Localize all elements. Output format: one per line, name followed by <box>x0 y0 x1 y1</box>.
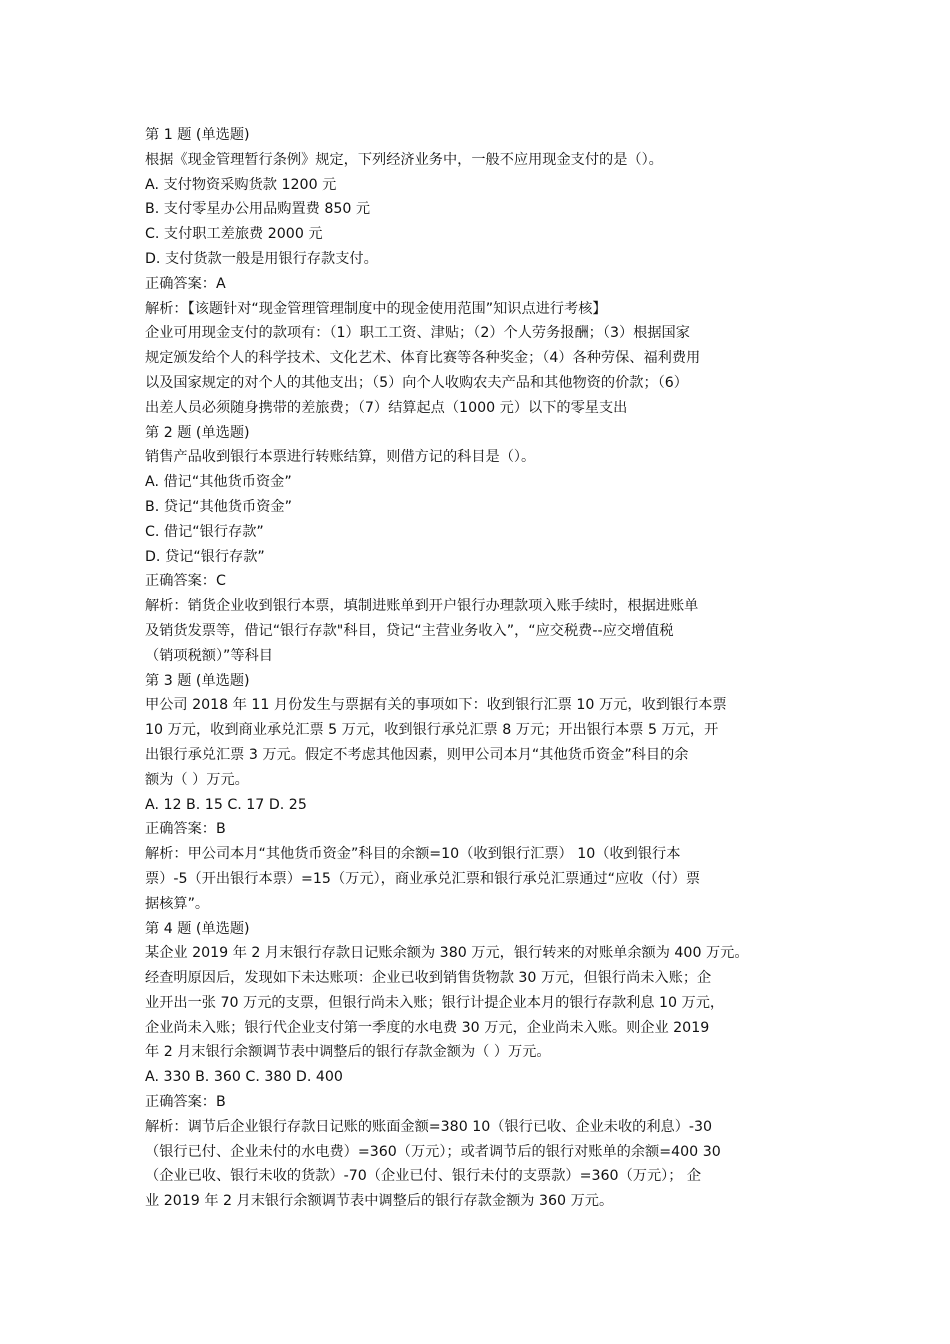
analysis-line: 以及国家规定的对个人的其他支出；（5）向个人收购农夫产品和其他物资的价款；（6） <box>145 374 688 391</box>
question-stem-line: 年 2 月末银行余额调节表中调整后的银行存款金额为（ ）万元。 <box>145 1044 551 1061</box>
analysis-line: 解析：调节后企业银行存款日记账的账面金额=380 10（银行已收、企业未收的利息）-30 <box>145 1118 713 1135</box>
analysis-line: （银行已付、企业未付的水电费）=360（万元）；或者调节后的银行对账单的余额=400 30 <box>145 1143 721 1160</box>
question-option: D. 贷记“银行存款” <box>145 548 265 565</box>
question-option: D. 支付货款一般是用银行存款支付。 <box>145 250 378 267</box>
question-header: 第 4 题 (单选题) <box>145 920 250 937</box>
question-stem-line: 根据《现金管理暂行条例》规定，下列经济业务中，一般不应用现金支付的是（）。 <box>145 151 663 168</box>
document-body <box>145 123 815 1214</box>
answer-line: 正确答案：B <box>145 821 226 838</box>
analysis-line: 规定颁发给个人的科学技术、文化艺术、体育比赛等各种奖金；（4）各种劳保、福利费用 <box>145 350 701 367</box>
question-stem-line: 企业尚未入账；银行代企业支付第一季度的水电费 30 万元，企业尚未入账。则企业 2019 <box>145 1019 710 1036</box>
analysis-line: 企业可用现金支付的款项有：（1）职工工资、津贴；（2）个人劳务报酬；（3）根据国家 <box>145 325 690 342</box>
question-stem-line: 某企业 2019 年 2 月末银行存款日记账余额为 380 万元，银行转来的对账单余额为 400 万元。 <box>145 945 749 962</box>
question-block <box>145 421 815 669</box>
analysis-line: （销项税额）”等科目 <box>145 647 273 664</box>
analysis-line: 解析：【该题针对“现金管理管理制度中的现金使用范围”知识点进行考核】 <box>145 300 607 317</box>
analysis-line: （企业已收、银行未收的货款）-70（企业已付、银行未付的支票款）=360（万元）； 企 <box>145 1168 702 1185</box>
question-header: 第 3 题 (单选题) <box>145 672 250 689</box>
question-option: C. 支付职工差旅费 2000 元 <box>145 226 323 243</box>
question-stem-line: 额为（ ）万元。 <box>145 771 249 788</box>
question-block <box>145 917 815 1215</box>
question-option: A. 借记“其他货币资金” <box>145 474 292 491</box>
analysis-line: 解析：甲公司本月“其他货币资金”科目的余额=10（收到银行汇票） 10（收到银行本 <box>145 846 681 863</box>
question-stem-line: 10 万元，收到商业承兑汇票 5 万元，收到银行承兑汇票 8 万元；开出银行本票 5 万元，开 <box>145 722 719 739</box>
question-header: 第 2 题 (单选题) <box>145 424 250 441</box>
analysis-line: 据核算”。 <box>145 895 210 912</box>
answer-line: 正确答案：C <box>145 573 226 590</box>
analysis-line: 业 2019 年 2 月末银行余额调节表中调整后的银行存款金额为 360 万元。 <box>145 1193 614 1210</box>
question-stem-line: 甲公司 2018 年 11 月份发生与票据有关的事项如下：收到银行汇票 10 万元，收到银行本票 <box>145 697 727 714</box>
question-option: B. 贷记“其他货币资金” <box>145 498 292 515</box>
question-header: 第 1 题 (单选题) <box>145 127 250 143</box>
question-block <box>145 123 815 421</box>
question-stem-line: 经查明原因后，发现如下未达账项：企业已收到销售货物款 30 万元，但银行尚未入账；企 <box>145 970 712 987</box>
question-block <box>145 669 815 917</box>
question-stem-line: 销售产品收到银行本票进行转账结算，则借方记的科目是（）。 <box>145 449 536 466</box>
question-option: C. 借记“银行存款” <box>145 523 264 540</box>
question-option: A. 支付物资采购货款 1200 元 <box>145 176 337 193</box>
question-option: A. 12 B. 15 C. 17 D. 25 <box>145 796 307 813</box>
answer-line: 正确答案：A <box>145 275 226 292</box>
question-stem-line: 出银行承兑汇票 3 万元。假定不考虑其他因素，则甲公司本月“其他货币资金”科目的余 <box>145 746 689 763</box>
analysis-line: 及销货发票等，借记“银行存款"科目，贷记“主营业务收入”，“应交税费--应交增值税 <box>145 622 674 639</box>
question-option: B. 支付零星办公用品购置费 850 元 <box>145 201 371 218</box>
analysis-line: 出差人员必须随身携带的差旅费；（7）结算起点（1000 元）以下的零星支出 <box>145 399 628 416</box>
question-stem-line: 业开出一张 70 万元的支票，但银行尚未入账；银行计提企业本月的银行存款利息 10 万元， <box>145 994 725 1011</box>
analysis-line: 解析：销货企业收到银行本票，填制进账单到开户银行办理款项入账手续时，根据进账单 <box>145 598 699 615</box>
analysis-line: 票）-5（开出银行本票）=15（万元），商业承兑汇票和银行承兑汇票通过“应收（付）票 <box>145 870 701 887</box>
answer-line: 正确答案：B <box>145 1094 226 1111</box>
question-option: A. 330 B. 360 C. 380 D. 400 <box>145 1069 343 1086</box>
